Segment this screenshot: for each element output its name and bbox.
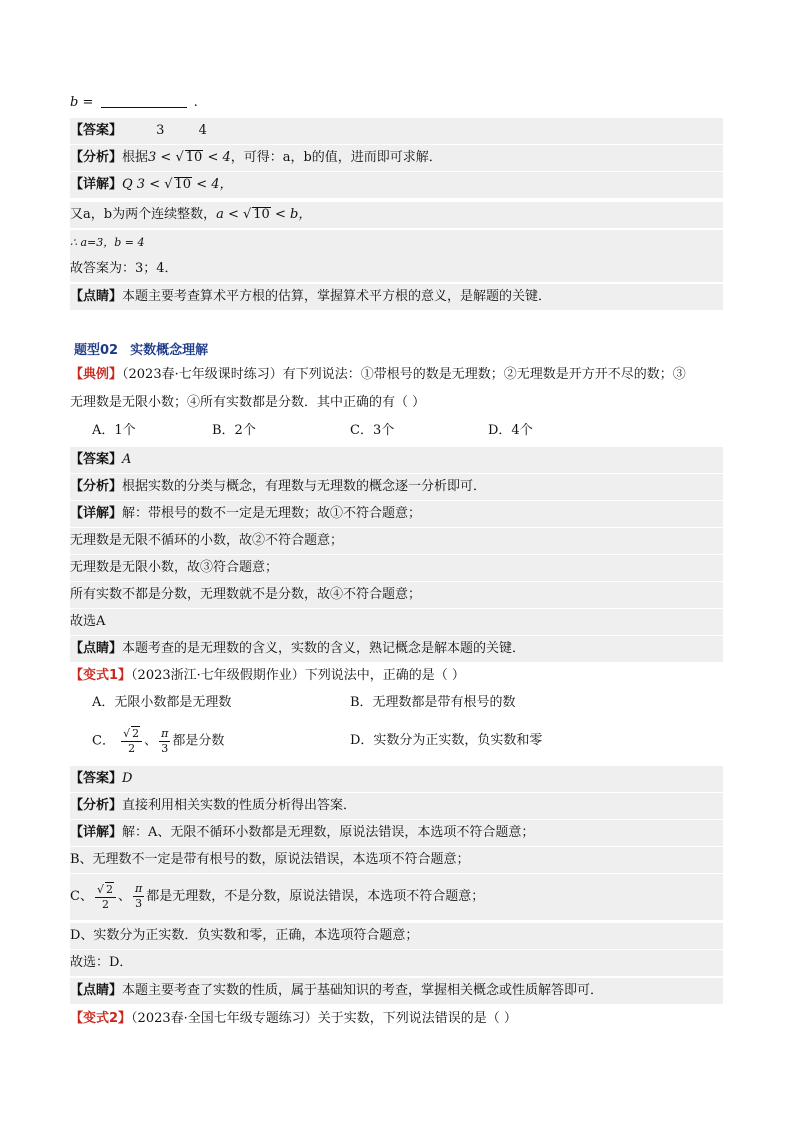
example-detail: 解：带根号的数不一定是无理数；故①不符合题意； xyxy=(122,506,422,521)
answer-blank xyxy=(101,93,187,108)
sqrt2-radicand: 2 xyxy=(132,727,140,740)
detail-line-2: 又a，b为两个连续整数，a < √ 10 < b， xyxy=(70,202,723,228)
variant1-detail-tag: 【详解】 xyxy=(70,825,123,840)
fill-blank-line xyxy=(70,90,723,116)
example-option-a: A．1个 xyxy=(92,423,136,438)
variant1-answer-tag: 【答案】 xyxy=(70,771,123,786)
example-option-d: D．4个 xyxy=(488,423,533,438)
variant1-analysis-row xyxy=(70,793,723,819)
detail-post: < 4， xyxy=(196,177,233,192)
example-detail-tag: 【详解】 xyxy=(70,506,123,521)
fraction-denominator-3: 3 xyxy=(161,741,169,755)
example-detail-4: 所有实数不都是分数，无理数就不是分数，故④不符合题意； xyxy=(70,587,422,602)
variant1-detail-5: 故选：D． xyxy=(70,955,133,970)
detail-line-2-pre: 又a，b为两个连续整数， xyxy=(70,207,217,222)
variant1-detail-line-3 xyxy=(70,874,723,920)
analysis-row: 【分析】根据3 < √ 10 < 4，可得：a，b的值，进而即可求解． xyxy=(70,145,723,171)
variant1-option-d: D．实数分为正实数，负实数和零 xyxy=(350,733,543,748)
variant1-comment: 本题主要考查了实数的性质，属于基础知识的考查，掌握相关概念或性质解答即可． xyxy=(122,983,604,998)
example-question-line-2 xyxy=(70,390,723,416)
answer-value-2: 4 xyxy=(198,123,207,138)
variant1-analysis-tag: 【分析】 xyxy=(70,798,123,813)
variant1-tag: 【变式1】 xyxy=(70,668,132,683)
variant1-comment-row xyxy=(70,978,723,1004)
example-question-line-1 xyxy=(70,362,723,388)
detail-line-2-left: a < xyxy=(216,207,239,222)
section-heading xyxy=(74,339,208,358)
analysis-expr-right: < 4 xyxy=(207,150,231,165)
pi-over-3-fraction xyxy=(159,727,170,756)
detail-separator: 、 xyxy=(117,889,131,904)
detail-line-4 xyxy=(70,256,723,282)
example-option-b: B．2个 xyxy=(212,423,256,438)
variant1-option-c-label: C． xyxy=(92,733,115,749)
example-detail-row xyxy=(70,501,723,527)
example-analysis-row xyxy=(70,474,723,500)
variant1-option-a: A．无限小数都是无理数 xyxy=(92,695,232,710)
example-detail-5: 故选A xyxy=(70,614,106,629)
example-comment-tag: 【点睛】 xyxy=(70,641,123,656)
detail-line-2-radicand: 10 xyxy=(253,207,270,222)
detail-pi-symbol: π xyxy=(134,882,143,895)
variant1-detail-3-label: C、 xyxy=(70,889,93,904)
analysis-post: ，可得：a，b的值，进而即可求解． xyxy=(230,150,442,165)
section-heading-label: 题型02 xyxy=(74,343,119,358)
detail-pi-over-3-fraction xyxy=(133,882,144,911)
detail-radicand: 10 xyxy=(174,177,192,192)
analysis-tag: 【分析】 xyxy=(70,150,123,165)
variant1-question-text: （2023浙江·七年级假期作业）下列说法中，正确的是（ ） xyxy=(131,668,465,683)
detail-line-3 xyxy=(70,230,723,256)
example-line-2: 无理数是无限小数；④所有实数都是分数．其中正确的有（ ） xyxy=(70,395,426,410)
analysis-pre: 根据 xyxy=(122,150,149,165)
variant2-tag: 【变式2】 xyxy=(70,1011,132,1026)
detail-row: 【详解】Q 3 < √ 10 < 4， xyxy=(70,172,723,198)
fraction-denominator-2: 2 xyxy=(128,742,136,755)
analysis-expr-left: 3 < xyxy=(148,150,172,165)
variant1-option-c xyxy=(92,726,224,757)
example-answer-row xyxy=(70,447,723,473)
sqrt2-over-2-fraction: $\frac{√ 2}{2}$ xyxy=(121,726,142,756)
detail-sqrt2-radicand: 2 xyxy=(105,882,113,896)
example-detail-3: 无理数是无限小数，故③符合题意； xyxy=(70,560,279,575)
detail-line-4-text: 故答案为：3；4． xyxy=(70,261,178,276)
variant1-question xyxy=(70,663,723,689)
variant1-comment-tag: 【点睛】 xyxy=(70,983,123,998)
example-answer-tag: 【答案】 xyxy=(70,452,123,467)
comment-tag: 【点睛】 xyxy=(70,289,123,304)
detail-fraction-denominator-3: 3 xyxy=(135,897,143,910)
example-answer: A xyxy=(122,452,132,467)
example-detail-line-4 xyxy=(70,582,723,608)
example-detail-line-3 xyxy=(70,555,723,581)
variant1-answer-row xyxy=(70,766,723,792)
example-detail-2: 无理数是无限不循环的小数，故②不符合题意； xyxy=(70,533,344,548)
variant2-question-text: （2023春·全国七年级专题练习）关于实数，下列说法错误的是（ ） xyxy=(131,1011,517,1026)
variant1-detail-line-5 xyxy=(70,950,723,976)
detail-sqrt2-over-2-fraction: $\frac{√ 2}{2}$ xyxy=(95,882,116,912)
variant1-option-b: B．无理数都是带有根号的数 xyxy=(350,695,516,710)
section-heading-title: 实数概念理解 xyxy=(130,343,209,358)
detail-tag: 【详解】 xyxy=(70,177,123,192)
example-analysis-tag: 【分析】 xyxy=(70,479,123,494)
variant1-detail: 解：A、无限不循环小数都是无理数，原说法错误，本选项不符合题意； xyxy=(122,825,535,840)
analysis-radicand: 10 xyxy=(185,150,203,165)
answer-row xyxy=(70,118,723,144)
example-comment: 本题考查的是无理数的含义，实数的含义，熟记概念是解本题的关键． xyxy=(122,641,526,656)
detail-pre: Q 3 < xyxy=(122,177,161,192)
answer-value-1: 3 xyxy=(156,123,165,138)
example-detail-line-5 xyxy=(70,609,723,635)
blank-suffix: . xyxy=(193,95,198,110)
variant1-answer: D xyxy=(122,771,133,786)
variant1-analysis: 直接利用相关实数的性质分析得出答案． xyxy=(122,798,357,813)
example-line-1: （2023春·七年级课时练习）有下列说法：①带根号的数是无理数；②无理数是开方开不尽的数；③ xyxy=(122,367,686,382)
detail-fraction-denominator-2: 2 xyxy=(101,897,109,911)
variant1-detail-2: B、无理数不一定是带有根号的数，原说法错误，本选项不符合题意； xyxy=(70,852,470,867)
variant1-detail-row xyxy=(70,820,723,846)
detail-line-3-text: ∴ a=3，b = 4 xyxy=(70,236,145,249)
blank-prefix: b = xyxy=(70,95,94,110)
pi-symbol: π xyxy=(161,726,169,740)
option-c-separator: 、 xyxy=(144,733,158,749)
detail-line-2-right: < b， xyxy=(274,207,312,222)
variant1-detail-line-2 xyxy=(70,847,723,873)
example-comment-row xyxy=(70,636,723,662)
comment-text: 本题主要考查算术平方根的估算，掌握算术平方根的意义，是解题的关键． xyxy=(122,289,552,304)
answer-tag: 【答案】 xyxy=(70,123,123,138)
example-option-c: C．3个 xyxy=(350,423,395,438)
option-c-text: 都是分数 xyxy=(172,733,225,749)
example-analysis: 根据实数的分类与概念，有理数与无理数的概念逐一分析即可． xyxy=(122,479,487,494)
comment-row xyxy=(70,284,723,310)
variant1-detail-4: D、实数分为正实数．负实数和零，正确，本选项符合题意； xyxy=(70,928,419,943)
example-detail-line-2 xyxy=(70,528,723,554)
example-tag: 【典例】 xyxy=(70,367,123,382)
variant1-detail-line-4 xyxy=(70,923,723,949)
variant1-detail-3-text: 都是无理数，不是分数，原说法错误，本选项不符合题意； xyxy=(146,889,485,904)
variant2-question xyxy=(70,1006,723,1032)
